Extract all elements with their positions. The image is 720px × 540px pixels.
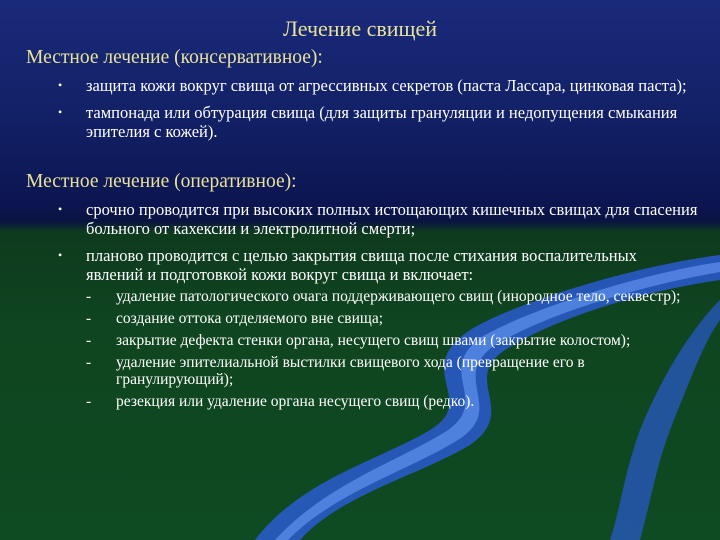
- dash-icon: -: [86, 310, 92, 327]
- sublist-item: [86, 393, 698, 410]
- sublist-item: [86, 288, 698, 305]
- sublist-item: [86, 332, 698, 349]
- bullet-icon: •: [58, 105, 63, 119]
- sublist-item: [86, 354, 698, 388]
- list-item: [58, 103, 698, 141]
- dash-icon: -: [86, 332, 92, 349]
- bullet-icon: •: [58, 78, 63, 92]
- list-item: [58, 246, 698, 410]
- section-heading-conservative: Местное лечение (консервативное):: [26, 47, 323, 68]
- sublist-item-text: закрытие дефекта стенки органа, несущего свищ швами (закрытие колостом);: [116, 332, 631, 349]
- conservative-list: [58, 76, 698, 149]
- sublist-item-text: создание оттока отделяемого вне свища;: [116, 310, 384, 327]
- sublist-item-text: удаление эпителиальной выстилки свищевого хода (превращение его в гранулирующий);: [116, 354, 585, 388]
- list-item: [58, 200, 698, 238]
- operative-sublist: [86, 288, 698, 410]
- list-item: [58, 76, 698, 95]
- dash-icon: -: [86, 288, 92, 305]
- dash-icon: -: [86, 354, 92, 371]
- bullet-icon: •: [58, 202, 63, 216]
- slide-title: Лечение свищей: [282, 16, 438, 41]
- sublist-item: [86, 310, 698, 327]
- sublist-item-text: удаление патологического очага поддерживающего свищ (инородное тело, секвестр);: [116, 288, 681, 305]
- list-item-text: защита кожи вокруг свища от агрессивных секретов (паста Лассара, цинковая паста);: [86, 76, 687, 95]
- operative-list: [58, 200, 698, 418]
- list-item-text: планово проводится с целью закрытия свища после стихания воспалительных явлений и подготовкой кожи вокруг свища и включает:: [86, 246, 637, 284]
- sublist-item-text: резекция или удаление органа несущего свищ (редко).: [116, 393, 475, 410]
- list-item-text: тампонада или обтурация свища (для защиты грануляции и недопущения смыкания эпителия с кожей).: [86, 103, 678, 141]
- list-item-text: срочно проводится при высоких полных истощающих кишечных свищах для спасения больного от кахексии и электролитной смерти;: [86, 200, 698, 238]
- dash-icon: -: [86, 393, 92, 410]
- bullet-icon: •: [58, 248, 63, 262]
- section-heading-operative: Местное лечение (оперативное):: [26, 171, 297, 192]
